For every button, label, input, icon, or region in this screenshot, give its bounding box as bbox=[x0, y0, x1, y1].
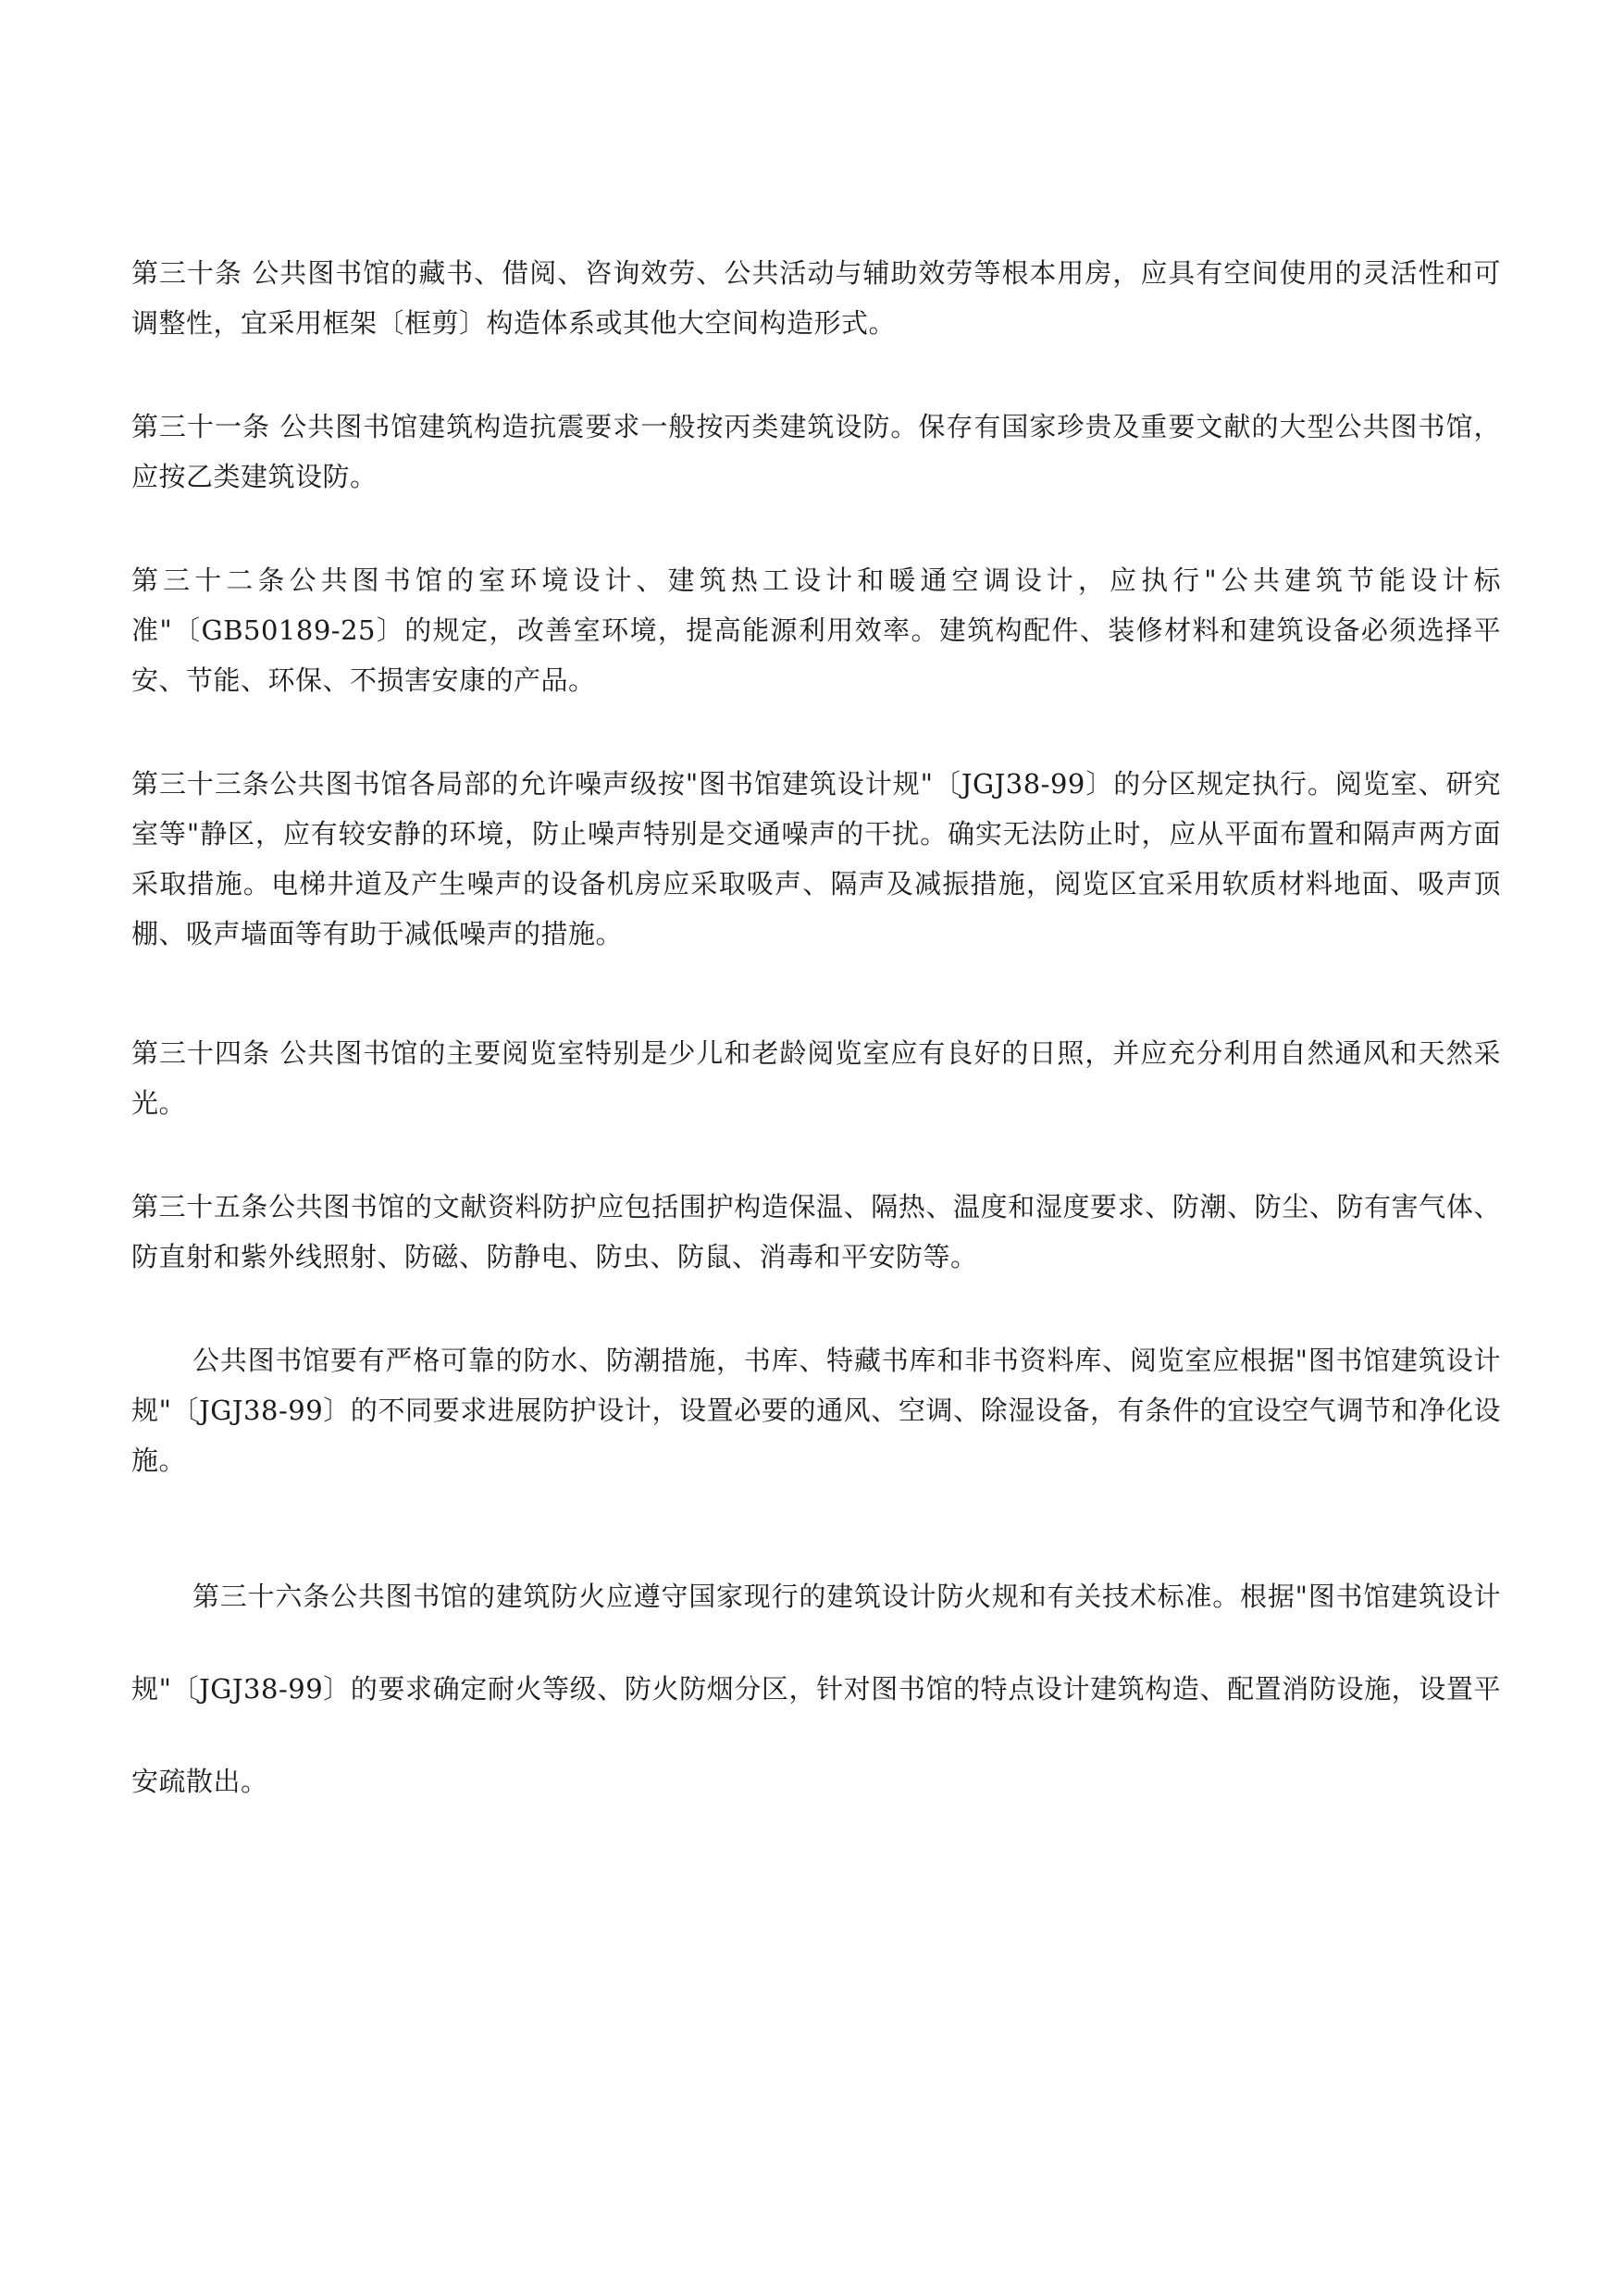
article-35-continuation-paragraph: 公共图书馆要有严格可靠的防水、防潮措施，书库、特藏书库和非书资料库、阅览室应根据"图书馆建筑设计规"〔JGJ38-99〕的不同要求进展防护设计，设置必要的通风、空调、除湿设备，有条件的宜设空气调节和净化设施。 bbox=[131, 1345, 1501, 1476]
article-34-paragraph: 第三十四条 公共图书馆的主要阅览室特别是少儿和老龄阅览室应有良好的日照，并应充分利用自然通风和天然采光。 bbox=[131, 1037, 1501, 1119]
article-31-paragraph: 第三十一条 公共图书馆建筑构造抗震要求一般按丙类建筑设防。保存有国家珍贵及重要文献的大型公共图书馆，应按乙类建筑设防。 bbox=[131, 411, 1501, 492]
article-33-paragraph: 第三十三条公共图书馆各局部的允许噪声级按"图书馆建筑设计规"〔JGJ38-99〕的分区规定执行。阅览室、研究室等"静区，应有较安静的环境，防止噪声特别是交通噪声的干扰。确实无法防止时，应从平面布置和隔声两方面采取措施。电梯井道及产生噪声的设备机房应采取吸声、隔声及减振措施，阅览区宜采用软质材料地面、吸声顶棚、吸声墙面等有助于减低噪声的措施。 bbox=[131, 768, 1501, 949]
article-35-paragraph: 第三十五条公共图书馆的文献资料防护应包括围护构造保温、隔热、温度和湿度要求、防潮、防尘、防有害气体、防直射和紫外线照射、防磁、防静电、防虫、防鼠、消毒和平安防等。 bbox=[131, 1191, 1501, 1272]
article-36-paragraph: 第三十六条公共图书馆的建筑防火应遵守国家现行的建筑设计防火规和有关技术标准。根据"图书馆建筑设计规"〔JGJ38-99〕的要求确定耐火等级、防火防烟分区，针对图书馆的特点设计建筑构造、配置消防设施，设置平安疏散出。 bbox=[131, 1581, 1501, 1797]
article-32-paragraph: 第三十二条公共图书馆的室环境设计、建筑热工设计和暖通空调设计，应执行"公共建筑节能设计标准"〔GB50189-25〕的规定，改善室环境，提高能源利用效率。建筑构配件、装修材料和建筑设备必须选择平安、节能、环保、不损害安康的产品。 bbox=[131, 564, 1501, 696]
article-30-paragraph: 第三十条 公共图书馆的藏书、借阅、咨询效劳、公共活动与辅助效劳等根本用房，应具有空间使用的灵活性和可调整性，宜采用框架〔框剪〕构造体系或其他大空间构造形式。 bbox=[131, 257, 1501, 339]
